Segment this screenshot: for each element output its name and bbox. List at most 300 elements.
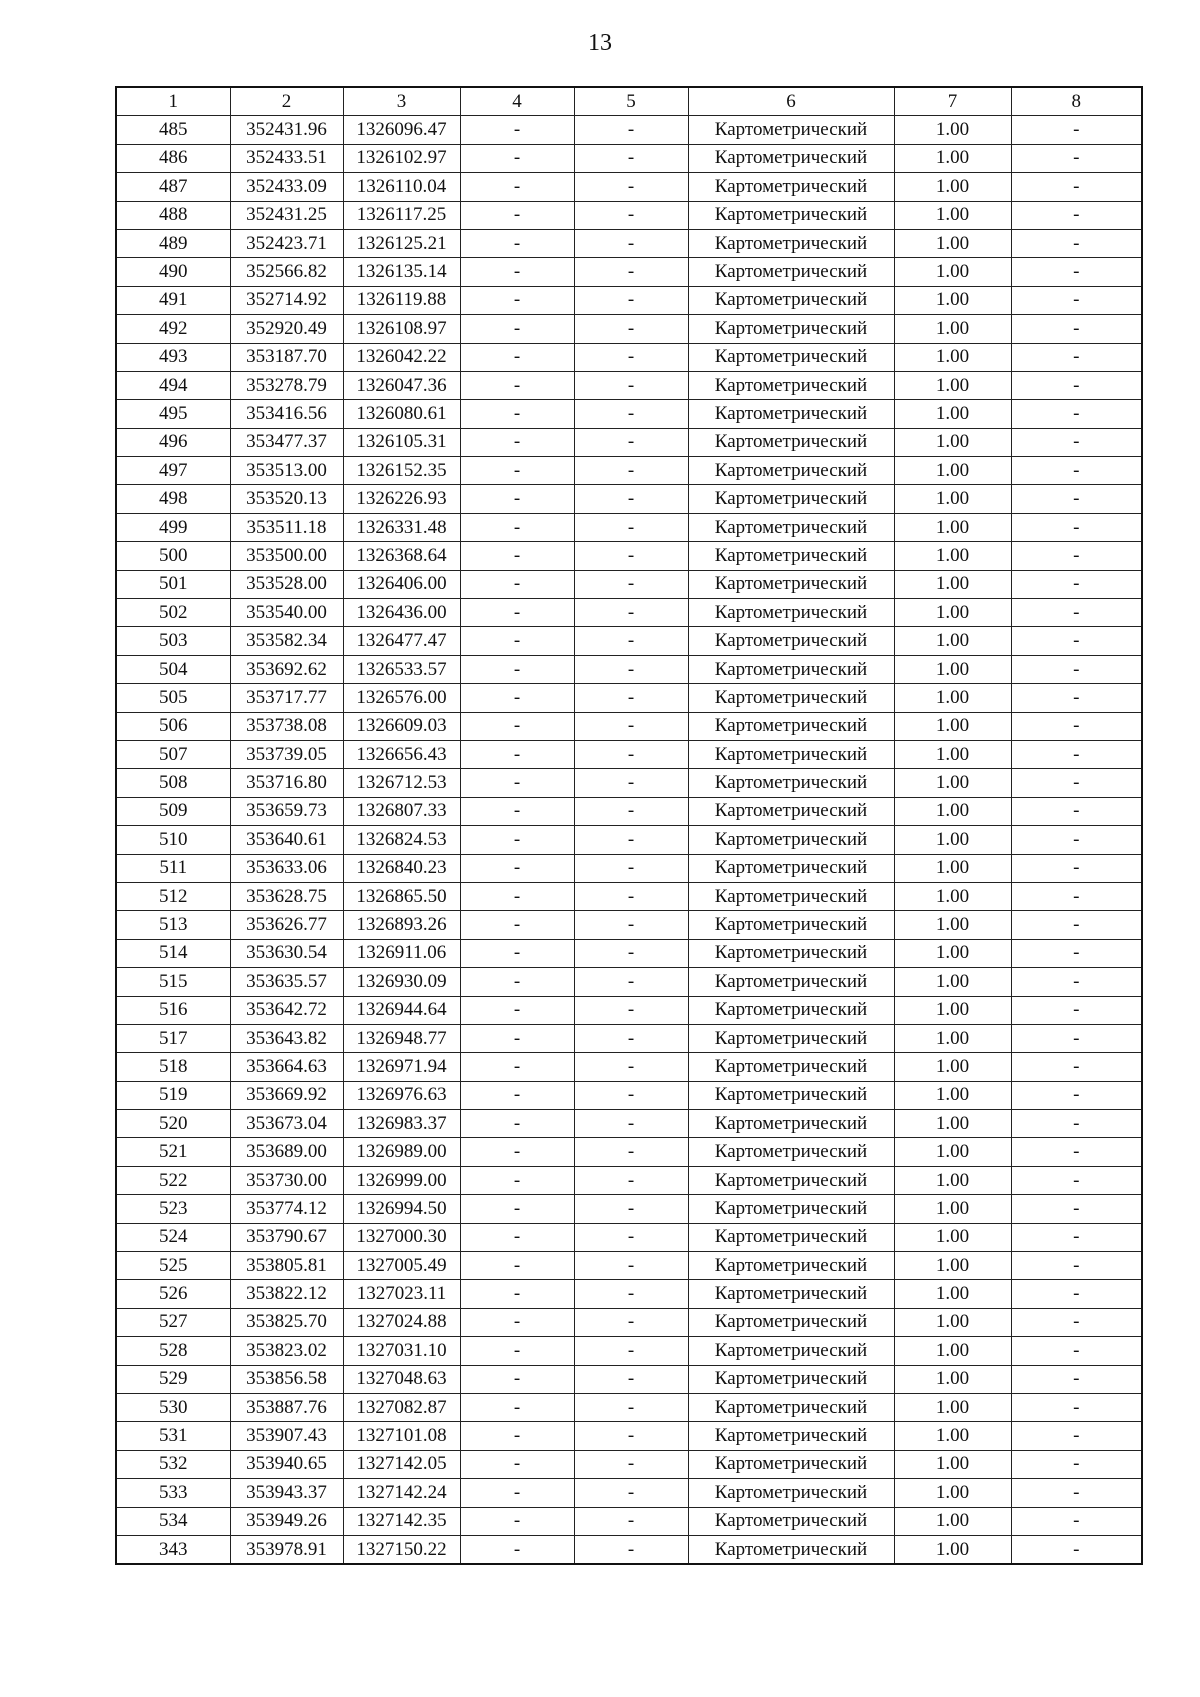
cell-col-5: - [574, 286, 688, 314]
table-row [116, 570, 1142, 598]
column-header-1: 1 [116, 87, 230, 116]
cell-coord-y: 1326976.63 [343, 1081, 460, 1109]
cell-method: Картометрический [688, 1535, 894, 1564]
column-header-8: 8 [1011, 87, 1142, 116]
table-row [116, 173, 1142, 201]
cell-method: Картометрический [688, 599, 894, 627]
cell-coord-x: 353635.57 [230, 968, 343, 996]
cell-accuracy: 1.00 [894, 173, 1011, 201]
cell-method: Картометрический [688, 1337, 894, 1365]
cell-method: Картометрический [688, 116, 894, 144]
cell-accuracy: 1.00 [894, 116, 1011, 144]
cell-method: Картометрический [688, 315, 894, 343]
cell-method: Картометрический [688, 1479, 894, 1507]
table-row [116, 1393, 1142, 1421]
table-row [116, 655, 1142, 683]
cell-accuracy: 1.00 [894, 542, 1011, 570]
cell-method: Картометрический [688, 627, 894, 655]
cell-method: Картометрический [688, 428, 894, 456]
cell-col-4: - [460, 882, 574, 910]
cell-coord-x: 353822.12 [230, 1280, 343, 1308]
table-row [116, 428, 1142, 456]
cell-col-4: - [460, 627, 574, 655]
cell-coord-x: 352423.71 [230, 229, 343, 257]
cell-coord-x: 353825.70 [230, 1308, 343, 1336]
cell-method: Картометрический [688, 655, 894, 683]
cell-method: Картометрический [688, 939, 894, 967]
cell-accuracy: 1.00 [894, 882, 1011, 910]
column-header-2: 2 [230, 87, 343, 116]
cell-accuracy: 1.00 [894, 1507, 1011, 1535]
cell-accuracy: 1.00 [894, 1479, 1011, 1507]
cell-method: Картометрический [688, 1308, 894, 1336]
cell-point-number: 526 [116, 1280, 230, 1308]
table-row [116, 400, 1142, 428]
cell-point-number: 513 [116, 911, 230, 939]
cell-coord-x: 353500.00 [230, 542, 343, 570]
cell-method: Картометрический [688, 457, 894, 485]
cell-coord-x: 353633.06 [230, 854, 343, 882]
page-number: 13 [588, 30, 612, 56]
cell-coord-x: 353630.54 [230, 939, 343, 967]
table-row [116, 939, 1142, 967]
cell-col-8: - [1011, 854, 1142, 882]
cell-point-number: 509 [116, 797, 230, 825]
table-row [116, 1337, 1142, 1365]
cell-col-4: - [460, 797, 574, 825]
cell-col-5: - [574, 1365, 688, 1393]
cell-col-8: - [1011, 1053, 1142, 1081]
cell-coord-y: 1326971.94 [343, 1053, 460, 1081]
table-row [116, 1252, 1142, 1280]
cell-accuracy: 1.00 [894, 599, 1011, 627]
cell-col-5: - [574, 1450, 688, 1478]
cell-col-4: - [460, 769, 574, 797]
cell-point-number: 511 [116, 854, 230, 882]
cell-col-4: - [460, 712, 574, 740]
cell-col-5: - [574, 229, 688, 257]
table-row [116, 712, 1142, 740]
cell-point-number: 491 [116, 286, 230, 314]
table-row [116, 1138, 1142, 1166]
cell-coord-x: 353949.26 [230, 1507, 343, 1535]
cell-method: Картометрический [688, 485, 894, 513]
table-row [116, 826, 1142, 854]
table-row [116, 684, 1142, 712]
cell-col-8: - [1011, 797, 1142, 825]
cell-col-8: - [1011, 428, 1142, 456]
cell-col-8: - [1011, 712, 1142, 740]
cell-method: Картометрический [688, 201, 894, 229]
table-row [116, 1081, 1142, 1109]
cell-coord-x: 352431.96 [230, 116, 343, 144]
cell-point-number: 503 [116, 627, 230, 655]
cell-col-8: - [1011, 769, 1142, 797]
cell-col-8: - [1011, 1308, 1142, 1336]
cell-coord-x: 353520.13 [230, 485, 343, 513]
cell-coord-y: 1327150.22 [343, 1535, 460, 1564]
cell-col-8: - [1011, 740, 1142, 768]
cell-coord-x: 353738.08 [230, 712, 343, 740]
cell-col-4: - [460, 286, 574, 314]
cell-col-5: - [574, 1535, 688, 1564]
cell-col-5: - [574, 457, 688, 485]
cell-accuracy: 1.00 [894, 485, 1011, 513]
cell-point-number: 521 [116, 1138, 230, 1166]
cell-point-number: 494 [116, 371, 230, 399]
cell-col-5: - [574, 627, 688, 655]
cell-coord-y: 1326096.47 [343, 116, 460, 144]
cell-method: Картометрический [688, 968, 894, 996]
cell-col-8: - [1011, 684, 1142, 712]
cell-col-5: - [574, 371, 688, 399]
cell-coord-y: 1326948.77 [343, 1024, 460, 1052]
cell-accuracy: 1.00 [894, 315, 1011, 343]
cell-point-number: 523 [116, 1195, 230, 1223]
cell-point-number: 495 [116, 400, 230, 428]
cell-point-number: 504 [116, 655, 230, 683]
cell-coord-y: 1326533.57 [343, 655, 460, 683]
cell-col-4: - [460, 542, 574, 570]
cell-accuracy: 1.00 [894, 1308, 1011, 1336]
cell-coord-y: 1326436.00 [343, 599, 460, 627]
cell-col-4: - [460, 1507, 574, 1535]
cell-accuracy: 1.00 [894, 769, 1011, 797]
cell-method: Картометрический [688, 826, 894, 854]
cell-accuracy: 1.00 [894, 627, 1011, 655]
cell-method: Картометрический [688, 996, 894, 1024]
cell-coord-x: 353856.58 [230, 1365, 343, 1393]
cell-col-4: - [460, 343, 574, 371]
table-row [116, 1195, 1142, 1223]
cell-method: Картометрический [688, 1081, 894, 1109]
cell-col-5: - [574, 1138, 688, 1166]
cell-coord-x: 353730.00 [230, 1166, 343, 1194]
cell-method: Картометрический [688, 1110, 894, 1138]
cell-method: Картометрический [688, 1223, 894, 1251]
cell-coord-x: 353659.73 [230, 797, 343, 825]
cell-method: Картометрический [688, 740, 894, 768]
cell-coord-x: 353628.75 [230, 882, 343, 910]
cell-col-5: - [574, 826, 688, 854]
cell-method: Картометрический [688, 400, 894, 428]
cell-col-4: - [460, 173, 574, 201]
cell-col-8: - [1011, 1365, 1142, 1393]
cell-coord-x: 353716.80 [230, 769, 343, 797]
cell-method: Картометрический [688, 1138, 894, 1166]
cell-point-number: 493 [116, 343, 230, 371]
cell-point-number: 529 [116, 1365, 230, 1393]
cell-point-number: 516 [116, 996, 230, 1024]
cell-coord-y: 1326865.50 [343, 882, 460, 910]
cell-accuracy: 1.00 [894, 1422, 1011, 1450]
table-row [116, 343, 1142, 371]
cell-method: Картометрический [688, 1365, 894, 1393]
table-row [116, 1479, 1142, 1507]
cell-coord-y: 1326983.37 [343, 1110, 460, 1138]
cell-accuracy: 1.00 [894, 1110, 1011, 1138]
cell-col-4: - [460, 1053, 574, 1081]
cell-coord-x: 353528.00 [230, 570, 343, 598]
cell-coord-y: 1327024.88 [343, 1308, 460, 1336]
cell-col-4: - [460, 1308, 574, 1336]
cell-col-4: - [460, 1081, 574, 1109]
cell-coord-x: 353640.61 [230, 826, 343, 854]
cell-coord-x: 352433.51 [230, 144, 343, 172]
cell-col-8: - [1011, 116, 1142, 144]
table-row [116, 1507, 1142, 1535]
cell-point-number: 485 [116, 116, 230, 144]
cell-accuracy: 1.00 [894, 1337, 1011, 1365]
cell-col-4: - [460, 599, 574, 627]
cell-col-8: - [1011, 400, 1142, 428]
cell-coord-y: 1327005.49 [343, 1252, 460, 1280]
cell-coord-x: 353642.72 [230, 996, 343, 1024]
cell-col-8: - [1011, 1393, 1142, 1421]
cell-coord-y: 1326994.50 [343, 1195, 460, 1223]
cell-col-5: - [574, 996, 688, 1024]
cell-col-8: - [1011, 996, 1142, 1024]
cell-col-8: - [1011, 1337, 1142, 1365]
cell-accuracy: 1.00 [894, 854, 1011, 882]
cell-col-5: - [574, 570, 688, 598]
cell-coord-x: 353717.77 [230, 684, 343, 712]
cell-col-4: - [460, 485, 574, 513]
cell-col-5: - [574, 1195, 688, 1223]
cell-accuracy: 1.00 [894, 968, 1011, 996]
cell-coord-x: 353887.76 [230, 1393, 343, 1421]
cell-accuracy: 1.00 [894, 797, 1011, 825]
cell-col-8: - [1011, 1166, 1142, 1194]
cell-col-5: - [574, 1280, 688, 1308]
cell-col-8: - [1011, 1450, 1142, 1478]
cell-col-4: - [460, 655, 574, 683]
cell-col-4: - [460, 400, 574, 428]
cell-accuracy: 1.00 [894, 1535, 1011, 1564]
cell-col-8: - [1011, 485, 1142, 513]
cell-coord-x: 352433.09 [230, 173, 343, 201]
cell-coord-y: 1326105.31 [343, 428, 460, 456]
cell-col-4: - [460, 258, 574, 286]
cell-method: Картометрический [688, 684, 894, 712]
cell-col-5: - [574, 1422, 688, 1450]
table-row [116, 1166, 1142, 1194]
cell-col-5: - [574, 144, 688, 172]
cell-col-8: - [1011, 1081, 1142, 1109]
table-row [116, 371, 1142, 399]
table-row [116, 258, 1142, 286]
table-row [116, 1110, 1142, 1138]
cell-accuracy: 1.00 [894, 1252, 1011, 1280]
cell-col-8: - [1011, 655, 1142, 683]
table-row [116, 1308, 1142, 1336]
cell-coord-x: 353626.77 [230, 911, 343, 939]
cell-accuracy: 1.00 [894, 570, 1011, 598]
cell-col-8: - [1011, 1507, 1142, 1535]
table-row [116, 201, 1142, 229]
cell-col-4: - [460, 1195, 574, 1223]
cell-coord-x: 353805.81 [230, 1252, 343, 1280]
cell-accuracy: 1.00 [894, 1053, 1011, 1081]
table-row [116, 1024, 1142, 1052]
cell-col-5: - [574, 1479, 688, 1507]
cell-col-8: - [1011, 1535, 1142, 1564]
cell-col-8: - [1011, 229, 1142, 257]
cell-col-5: - [574, 1053, 688, 1081]
cell-coord-x: 352566.82 [230, 258, 343, 286]
coordinates-table [115, 86, 1143, 1565]
table-row [116, 315, 1142, 343]
cell-accuracy: 1.00 [894, 343, 1011, 371]
cell-coord-y: 1326930.09 [343, 968, 460, 996]
cell-col-8: - [1011, 1138, 1142, 1166]
cell-col-5: - [574, 599, 688, 627]
cell-point-number: 512 [116, 882, 230, 910]
cell-col-5: - [574, 173, 688, 201]
cell-col-8: - [1011, 1479, 1142, 1507]
cell-method: Картометрический [688, 797, 894, 825]
cell-col-8: - [1011, 201, 1142, 229]
cell-method: Картометрический [688, 1195, 894, 1223]
cell-point-number: 522 [116, 1166, 230, 1194]
cell-accuracy: 1.00 [894, 286, 1011, 314]
cell-col-5: - [574, 684, 688, 712]
table-row [116, 144, 1142, 172]
cell-col-4: - [460, 1393, 574, 1421]
column-header-4: 4 [460, 87, 574, 116]
cell-point-number: 343 [116, 1535, 230, 1564]
table-row [116, 513, 1142, 541]
cell-coord-x: 353774.12 [230, 1195, 343, 1223]
cell-point-number: 533 [116, 1479, 230, 1507]
table-row [116, 1280, 1142, 1308]
cell-coord-y: 1327101.08 [343, 1422, 460, 1450]
cell-accuracy: 1.00 [894, 144, 1011, 172]
cell-accuracy: 1.00 [894, 655, 1011, 683]
cell-method: Картометрический [688, 513, 894, 541]
cell-method: Картометрический [688, 854, 894, 882]
cell-col-8: - [1011, 968, 1142, 996]
column-header-7: 7 [894, 87, 1011, 116]
cell-accuracy: 1.00 [894, 826, 1011, 854]
cell-col-4: - [460, 1422, 574, 1450]
cell-point-number: 505 [116, 684, 230, 712]
cell-coord-y: 1326840.23 [343, 854, 460, 882]
cell-col-5: - [574, 428, 688, 456]
column-header-6: 6 [688, 87, 894, 116]
cell-col-5: - [574, 740, 688, 768]
cell-accuracy: 1.00 [894, 1081, 1011, 1109]
cell-accuracy: 1.00 [894, 371, 1011, 399]
cell-coord-y: 1327142.24 [343, 1479, 460, 1507]
cell-method: Картометрический [688, 1252, 894, 1280]
cell-method: Картометрический [688, 769, 894, 797]
cell-point-number: 518 [116, 1053, 230, 1081]
cell-coord-y: 1326712.53 [343, 769, 460, 797]
table-row [116, 882, 1142, 910]
cell-col-8: - [1011, 1223, 1142, 1251]
cell-col-4: - [460, 513, 574, 541]
cell-coord-x: 353689.00 [230, 1138, 343, 1166]
cell-coord-x: 353907.43 [230, 1422, 343, 1450]
cell-accuracy: 1.00 [894, 911, 1011, 939]
cell-point-number: 499 [116, 513, 230, 541]
table-row [116, 286, 1142, 314]
cell-coord-x: 353513.00 [230, 457, 343, 485]
cell-col-5: - [574, 1337, 688, 1365]
cell-col-4: - [460, 144, 574, 172]
cell-col-5: - [574, 655, 688, 683]
cell-col-4: - [460, 116, 574, 144]
cell-accuracy: 1.00 [894, 1166, 1011, 1194]
cell-point-number: 525 [116, 1252, 230, 1280]
cell-point-number: 531 [116, 1422, 230, 1450]
cell-coord-y: 1326609.03 [343, 712, 460, 740]
cell-coord-x: 353582.34 [230, 627, 343, 655]
cell-point-number: 528 [116, 1337, 230, 1365]
cell-coord-x: 352714.92 [230, 286, 343, 314]
cell-coord-x: 353540.00 [230, 599, 343, 627]
cell-col-5: - [574, 542, 688, 570]
cell-point-number: 490 [116, 258, 230, 286]
table-row [116, 911, 1142, 939]
cell-col-4: - [460, 1479, 574, 1507]
table-row [116, 797, 1142, 825]
cell-col-4: - [460, 457, 574, 485]
cell-accuracy: 1.00 [894, 201, 1011, 229]
cell-point-number: 519 [116, 1081, 230, 1109]
cell-col-5: - [574, 712, 688, 740]
table-row [116, 769, 1142, 797]
cell-col-4: - [460, 826, 574, 854]
cell-col-8: - [1011, 1195, 1142, 1223]
cell-accuracy: 1.00 [894, 457, 1011, 485]
cell-method: Картометрический [688, 1166, 894, 1194]
cell-point-number: 502 [116, 599, 230, 627]
cell-col-4: - [460, 1223, 574, 1251]
cell-coord-y: 1326108.97 [343, 315, 460, 343]
cell-col-4: - [460, 684, 574, 712]
table-row [116, 542, 1142, 570]
cell-col-5: - [574, 854, 688, 882]
table-row [116, 1535, 1142, 1564]
cell-col-4: - [460, 428, 574, 456]
cell-point-number: 520 [116, 1110, 230, 1138]
cell-coord-x: 352431.25 [230, 201, 343, 229]
cell-col-5: - [574, 1308, 688, 1336]
cell-accuracy: 1.00 [894, 712, 1011, 740]
cell-point-number: 492 [116, 315, 230, 343]
cell-coord-y: 1326893.26 [343, 911, 460, 939]
cell-col-5: - [574, 882, 688, 910]
cell-coord-y: 1327000.30 [343, 1223, 460, 1251]
cell-col-5: - [574, 315, 688, 343]
cell-coord-y: 1326102.97 [343, 144, 460, 172]
cell-col-5: - [574, 1081, 688, 1109]
cell-point-number: 488 [116, 201, 230, 229]
cell-col-4: - [460, 740, 574, 768]
cell-coord-y: 1326117.25 [343, 201, 460, 229]
cell-method: Картометрический [688, 570, 894, 598]
cell-col-5: - [574, 1110, 688, 1138]
cell-col-5: - [574, 258, 688, 286]
cell-col-5: - [574, 1024, 688, 1052]
cell-col-8: - [1011, 570, 1142, 598]
cell-coord-y: 1326477.47 [343, 627, 460, 655]
table-row [116, 599, 1142, 627]
table-row [116, 627, 1142, 655]
cell-method: Картометрический [688, 1393, 894, 1421]
